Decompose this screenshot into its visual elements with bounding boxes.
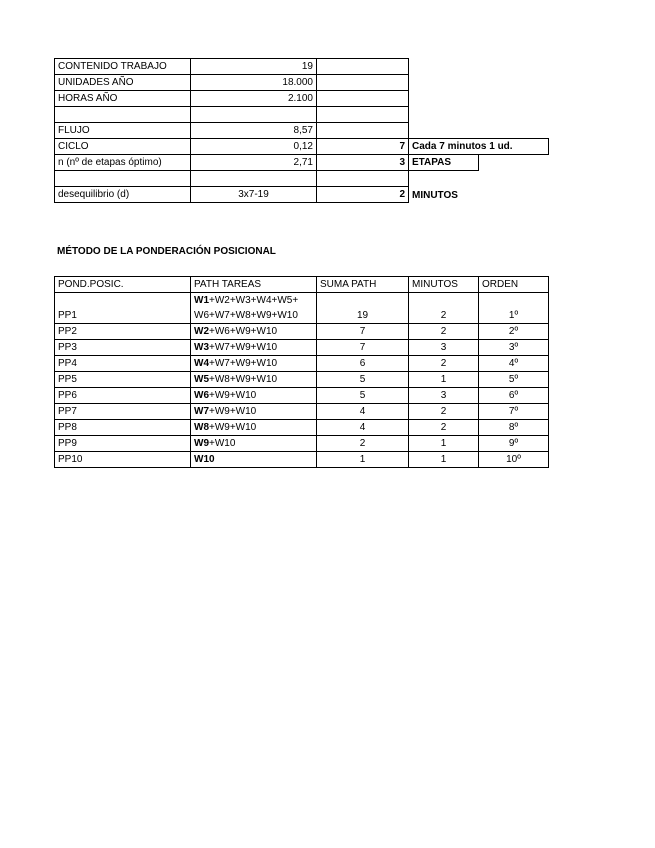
pp-path-start: W5 [194, 374, 209, 385]
pp-path-rest: +W9+W10 [209, 422, 257, 433]
pp-orden: 4º [479, 356, 549, 372]
table-row [55, 372, 549, 388]
summary-value: 18.000 [191, 75, 317, 91]
pp-minutos: 3 [409, 388, 479, 404]
table-row [55, 324, 549, 340]
pp-label: PP6 [55, 388, 191, 404]
summary-label [55, 107, 191, 123]
summary-extra: 7 [317, 139, 409, 155]
table-row [55, 356, 549, 372]
pp-header: MINUTOS [409, 277, 479, 293]
summary-row [55, 123, 549, 139]
summary-value: 2.100 [191, 91, 317, 107]
summary-row [55, 139, 549, 155]
pp-suma: 5 [317, 388, 409, 404]
summary-extra [317, 75, 409, 91]
pp-header: SUMA PATH [317, 277, 409, 293]
summary-row [55, 59, 549, 75]
summary-row [55, 91, 549, 107]
summary-label: n (nº de etapas óptimo) [55, 155, 191, 171]
pp-path [191, 452, 317, 468]
pp-path-rest: +W6+W9+W10 [209, 326, 278, 337]
pp-minutos: 3 [409, 340, 479, 356]
pp-minutos: 1 [409, 436, 479, 452]
pp-label: PP7 [55, 404, 191, 420]
method-title: MÉTODO DE LA PONDERACIÓN POSICIONAL [57, 246, 276, 257]
summary-label [55, 171, 191, 187]
table-row [55, 293, 549, 324]
pp-orden: 10º [479, 452, 549, 468]
summary-note: MINUTOS [412, 189, 458, 201]
pp-path-start: W9 [194, 438, 209, 449]
summary-value: 0,12 [191, 139, 317, 155]
pp-minutos: 2 [409, 293, 479, 324]
summary-label: CONTENIDO TRABAJO [55, 59, 191, 75]
summary-row [55, 171, 549, 187]
pp-path [191, 436, 317, 452]
pp-suma: 4 [317, 404, 409, 420]
summary-table [54, 58, 549, 203]
pp-suma: 4 [317, 420, 409, 436]
summary-row [55, 75, 549, 91]
summary-extra [317, 171, 409, 187]
pp-orden: 7º [479, 404, 549, 420]
pp-label: PP3 [55, 340, 191, 356]
summary-extra: 2 [317, 187, 409, 203]
pp-label: PP9 [55, 436, 191, 452]
pp-path [191, 293, 317, 324]
pp-path-start: W2 [194, 326, 209, 337]
summary-note: ETAPAS [409, 155, 479, 171]
summary-label: CICLO [55, 139, 191, 155]
pp-path-rest: +W7+W9+W10 [209, 358, 278, 369]
pp-minutos: 2 [409, 404, 479, 420]
pp-path-rest: +W10 [209, 438, 236, 449]
pp-path-start: W8 [194, 422, 209, 433]
pp-path [191, 420, 317, 436]
pp-minutos: 2 [409, 420, 479, 436]
pp-path-start: W3 [194, 342, 209, 353]
summary-value: 3x7-19 [191, 187, 317, 203]
pp-orden: 3º [479, 340, 549, 356]
pp-path-rest: +W8+W9+W10 [209, 374, 278, 385]
pp-minutos: 1 [409, 452, 479, 468]
summary-value: 19 [191, 59, 317, 75]
pp-path [191, 372, 317, 388]
pp-path-start: W10 [194, 454, 215, 465]
pp-header-row [55, 277, 549, 293]
pp-suma: 5 [317, 372, 409, 388]
pp-path-start: W6 [194, 390, 209, 401]
summary-value [191, 171, 317, 187]
pp-path-rest: +W9+W10 [209, 406, 257, 417]
pp-path-rest-2: W6+W7+W8+W9+W10 [194, 310, 298, 321]
pp-label: PP5 [55, 372, 191, 388]
table-row [55, 404, 549, 420]
pp-path [191, 356, 317, 372]
pp-header: ORDEN [479, 277, 549, 293]
pp-path [191, 324, 317, 340]
pp-suma: 19 [317, 293, 409, 324]
table-row [55, 452, 549, 468]
pp-suma: 7 [317, 324, 409, 340]
summary-extra [317, 123, 409, 139]
pp-path-rest: +W7+W9+W10 [209, 342, 278, 353]
pp-orden: 5º [479, 372, 549, 388]
pp-label: PP1 [55, 293, 191, 324]
pp-path-start: W4 [194, 358, 209, 369]
pp-path-rest: +W2+W3+W4+W5+ [209, 295, 299, 306]
pp-orden: 9º [479, 436, 549, 452]
pp-label: PP8 [55, 420, 191, 436]
pp-orden: 1º [479, 293, 549, 324]
pp-suma: 1 [317, 452, 409, 468]
pp-path [191, 340, 317, 356]
pp-suma: 7 [317, 340, 409, 356]
pp-orden: 8º [479, 420, 549, 436]
summary-value: 8,57 [191, 123, 317, 139]
pp-path [191, 388, 317, 404]
pp-orden: 6º [479, 388, 549, 404]
pp-header: POND.POSIC. [55, 277, 191, 293]
summary-extra: 3 [317, 155, 409, 171]
pp-minutos: 2 [409, 356, 479, 372]
table-row [55, 388, 549, 404]
summary-row [55, 107, 549, 123]
pp-label: PP10 [55, 452, 191, 468]
summary-value: 2,71 [191, 155, 317, 171]
summary-label: HORAS AÑO [55, 91, 191, 107]
pp-minutos: 1 [409, 372, 479, 388]
pp-suma: 6 [317, 356, 409, 372]
summary-note: Cada 7 minutos 1 ud. [409, 139, 549, 155]
pp-path-rest: +W9+W10 [209, 390, 257, 401]
summary-label: FLUJO [55, 123, 191, 139]
summary-extra [317, 59, 409, 75]
summary-label: desequilibrio (d) [55, 187, 191, 203]
pp-orden: 2º [479, 324, 549, 340]
summary-row [55, 187, 549, 203]
summary-extra [317, 91, 409, 107]
summary-extra [317, 107, 409, 123]
summary-value [191, 107, 317, 123]
summary-label: UNIDADES AÑO [55, 75, 191, 91]
pp-header: PATH TAREAS [191, 277, 317, 293]
pp-path [191, 404, 317, 420]
table-row [55, 420, 549, 436]
pp-label: PP2 [55, 324, 191, 340]
pp-label: PP4 [55, 356, 191, 372]
pp-path-start: W7 [194, 406, 209, 417]
pp-suma: 2 [317, 436, 409, 452]
table-row [55, 340, 549, 356]
pp-path-start: W1 [194, 295, 209, 306]
pp-minutos: 2 [409, 324, 479, 340]
summary-row [55, 155, 549, 171]
pp-table [54, 276, 549, 468]
table-row [55, 436, 549, 452]
